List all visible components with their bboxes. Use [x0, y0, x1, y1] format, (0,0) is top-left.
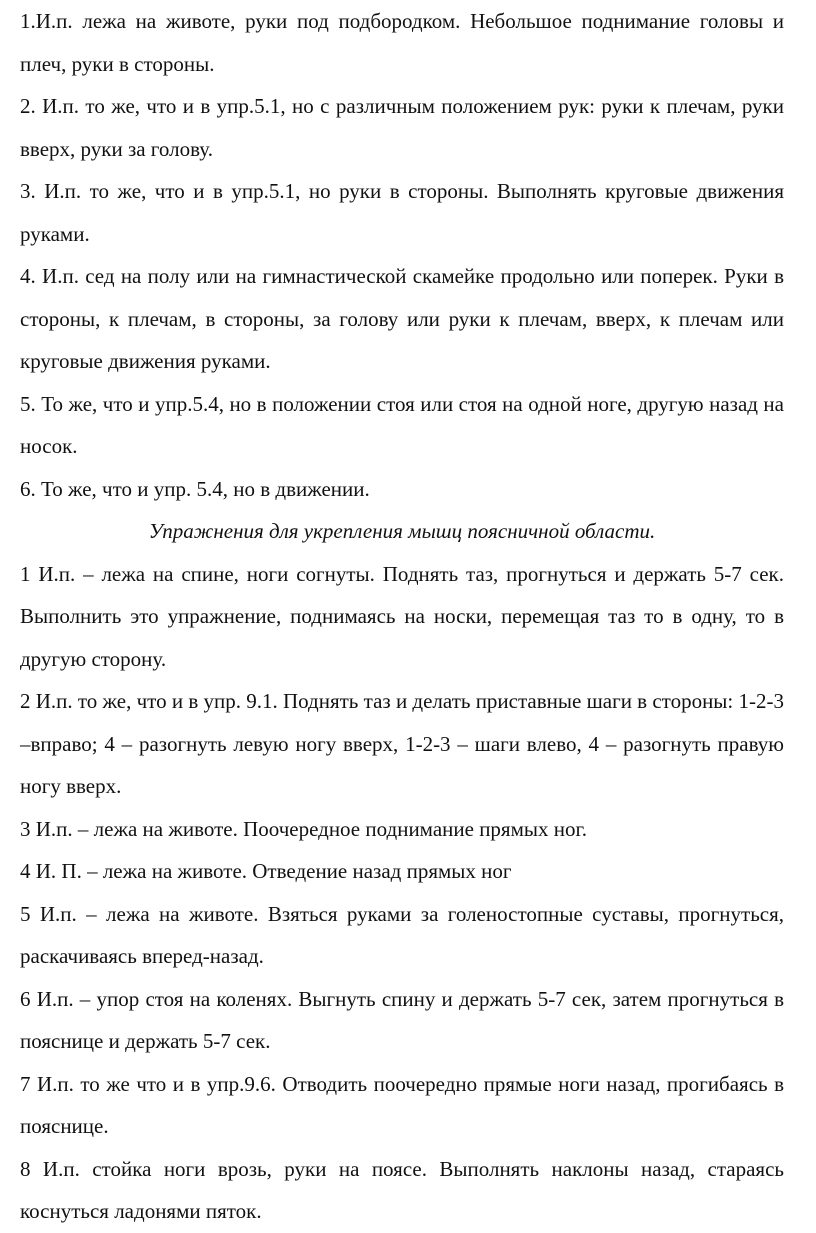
lumbar-exercise-7: 7 И.п. то же что и в упр.9.6. Отводить поочередно прямые ноги назад, прогибаясь в пояснице. [20, 1071, 784, 1138]
lumbar-exercise-3: 3 И.п. – лежа на животе. Поочередное поднимание прямых ног. [20, 816, 587, 841]
lumbar-exercise-2: 2 И.п. то же, что и в упр. 9.1. Поднять таз и делать приставные шаги в стороны: 1-2-3 –вправо; 4 – разогнуть левую ногу вверх, 1-2-3 – шаги влево, 4 – разогнуть правую ногу вверх. [20, 689, 784, 798]
exercise-paragraph-4: 4. И.п. сед на полу или на гимнастической скамейке продольно или поперек. Руки в стороны, к плечам, в стороны, за голову или руки к плечам, вверх, к плечам или круговые движения руками. [20, 264, 784, 373]
lumbar-exercise-8: 8 И.п. стойка ноги врозь, руки на поясе. Выполнять наклоны назад, стараясь коснуться ладонями пяток. [20, 1156, 784, 1223]
exercise-paragraph-5: 5. То же, что и упр.5.4, но в положении стоя или стоя на одной ноге, другую назад на носок. [20, 391, 784, 458]
exercise-paragraph-6: 6. То же, что и упр. 5.4, но в движении. [20, 476, 370, 501]
lumbar-exercise-4: 4 И. П. – лежа на животе. Отведение назад прямых ног [20, 859, 512, 883]
exercise-paragraph-3: 3. И.п. то же, что и в упр.5.1, но руки в стороны. Выполнять круговые движения руками. [20, 179, 784, 246]
lumbar-exercise-6: 6 И.п. – упор стоя на коленях. Выгнуть спину и держать 5-7 сек, затем прогнуться в пояснице и держать 5-7 сек. [20, 986, 784, 1053]
lumbar-exercise-1: 1 И.п. – лежа на спине, ноги согнуты. Поднять таз, прогнуться и держать 5-7 сек. Выполнить это упражнение, поднимаясь на носки, перемещая таз то в одну, то в другую сторону. [20, 561, 784, 671]
document-page [20, 0, 784, 1233]
section-heading: Упражнения для укрепления мышц поясничной области. [148, 519, 656, 543]
lumbar-exercise-5: 5 И.п. – лежа на животе. Взяться руками за голеностопные суставы, прогнуться, раскачиваясь вперед-назад. [20, 901, 784, 968]
exercise-paragraph-2: 2. И.п. то же, что и в упр.5.1, но с различным положением рук: руки к плечам, руки вверх, руки за голову. [20, 94, 784, 161]
exercise-paragraph-1: 1.И.п. лежа на животе, руки под подбородком. Небольшое поднимание головы и плеч, руки в стороны. [20, 9, 784, 76]
